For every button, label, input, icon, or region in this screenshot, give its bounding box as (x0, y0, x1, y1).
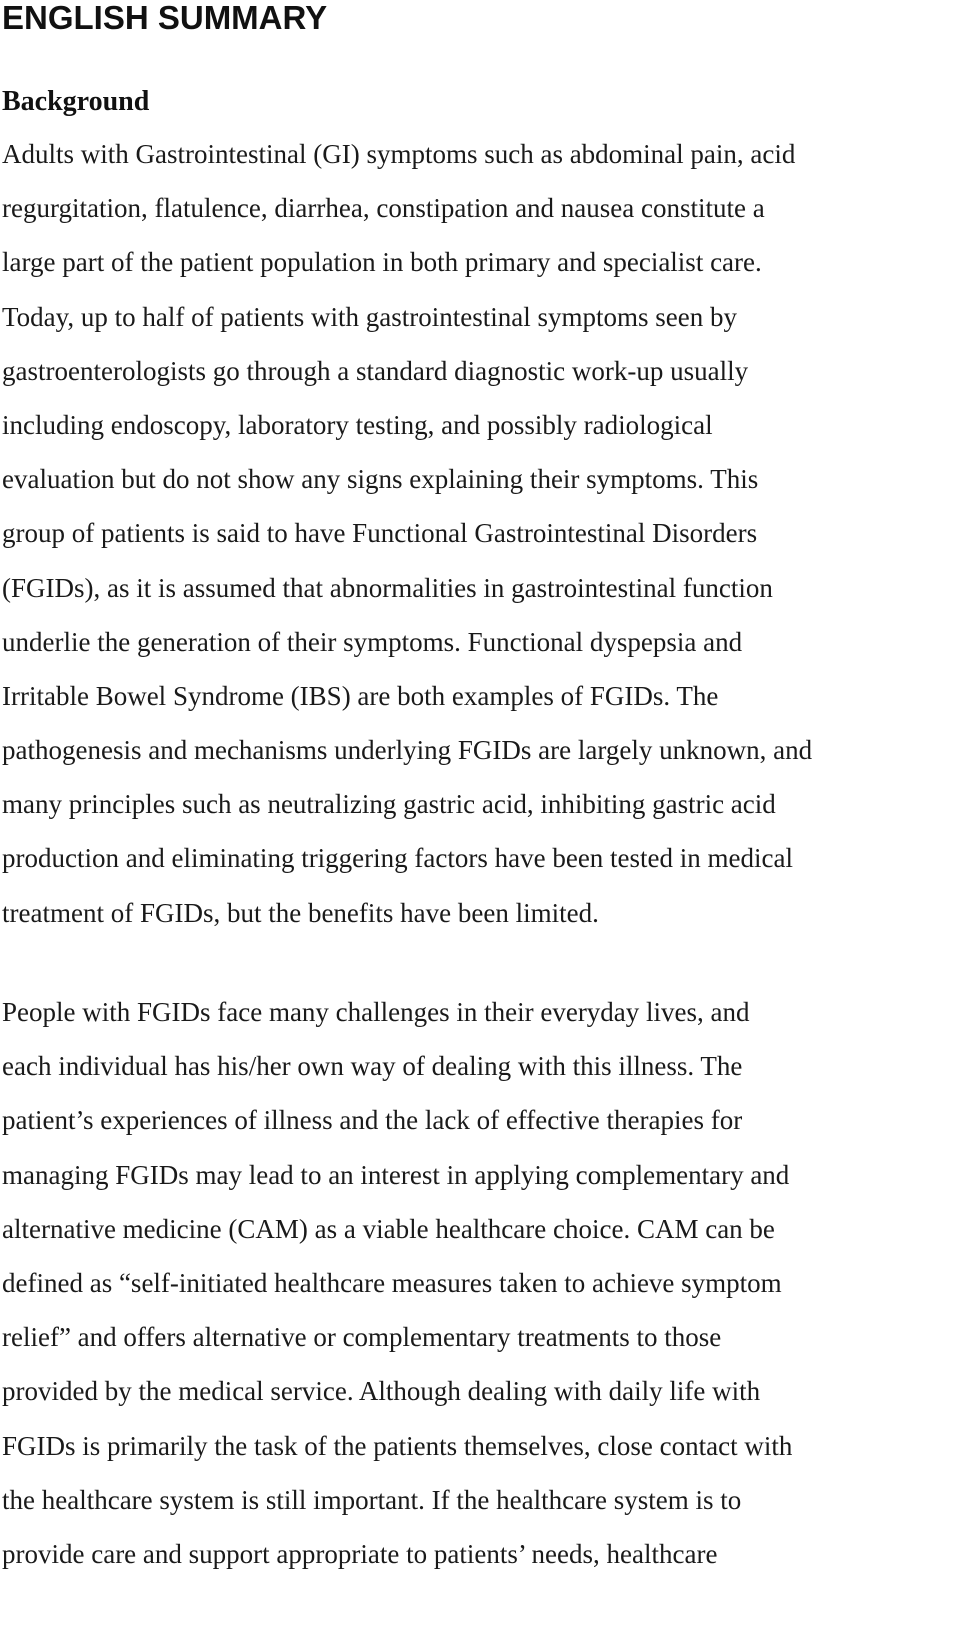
text-line: alternative medicine (CAM) as a viable healthcare choice. CAM can be (2, 1213, 775, 1244)
text-line: People with FGIDs face many challenges in their everyday lives, and (2, 997, 750, 1027)
text-line: managing FGIDs may lead to an interest in applying complementary and (2, 1159, 790, 1190)
paragraph-background (2, 136, 812, 949)
text-line: evaluation but do not show any signs explaining their symptoms. This (2, 464, 759, 495)
text-line: Adults with Gastrointestinal (GI) symptoms such as abdominal pain, acid (2, 139, 796, 169)
text-line: production and eliminating triggering factors have been tested in medical (2, 843, 793, 874)
text-line: many principles such as neutralizing gastric acid, inhibiting gastric acid (2, 789, 776, 820)
text-line: defined as “self-initiated healthcare measures taken to achieve symptom (2, 1267, 782, 1298)
text-line: regurgitation, flatulence, diarrhea, constipation and nausea constitute a (2, 193, 765, 224)
text-line: FGIDs is primarily the task of the patients themselves, close contact with (2, 1430, 793, 1461)
text-line: treatment of FGIDs, but the benefits have been limited. (2, 897, 599, 928)
text-line: pathogenesis and mechanisms underlying FGIDs are largely unknown, and (2, 735, 813, 766)
paragraph-fgid-challenges (2, 994, 792, 1590)
text-line: (FGIDs), as it is assumed that abnormalities in gastrointestinal function (2, 572, 773, 603)
text-line: the healthcare system is still important. If the healthcare system is to (2, 1484, 742, 1515)
text-line: Today, up to half of patients with gastrointestinal symptoms seen by (2, 301, 737, 332)
text-line: Irritable Bowel Syndrome (IBS) are both examples of FGIDs. The (2, 680, 719, 711)
text-line: gastroenterologists go through a standard diagnostic work-up usually (2, 355, 749, 386)
page-title: ENGLISH SUMMARY (2, 0, 328, 36)
section-heading: Background (2, 86, 150, 117)
text-line: underlie the generation of their symptoms. Functional dyspepsia and (2, 626, 743, 657)
text-line: group of patients is said to have Functional Gastrointestinal Disorders (2, 518, 758, 549)
text-line: patient’s experiences of illness and the lack of effective therapies for (2, 1105, 743, 1136)
text-line: including endoscopy, laboratory testing, and possibly radiological (2, 409, 713, 440)
text-line: provided by the medical service. Although dealing with daily life with (2, 1376, 761, 1407)
text-line: each individual has his/her own way of dealing with this illness. The (2, 1051, 743, 1082)
text-line: provide care and support appropriate to patients’ needs, healthcare (2, 1538, 718, 1569)
text-line: large part of the patient population in both primary and specialist care. (2, 247, 762, 278)
text-line: relief” and offers alternative or complementary treatments to those (2, 1322, 722, 1353)
